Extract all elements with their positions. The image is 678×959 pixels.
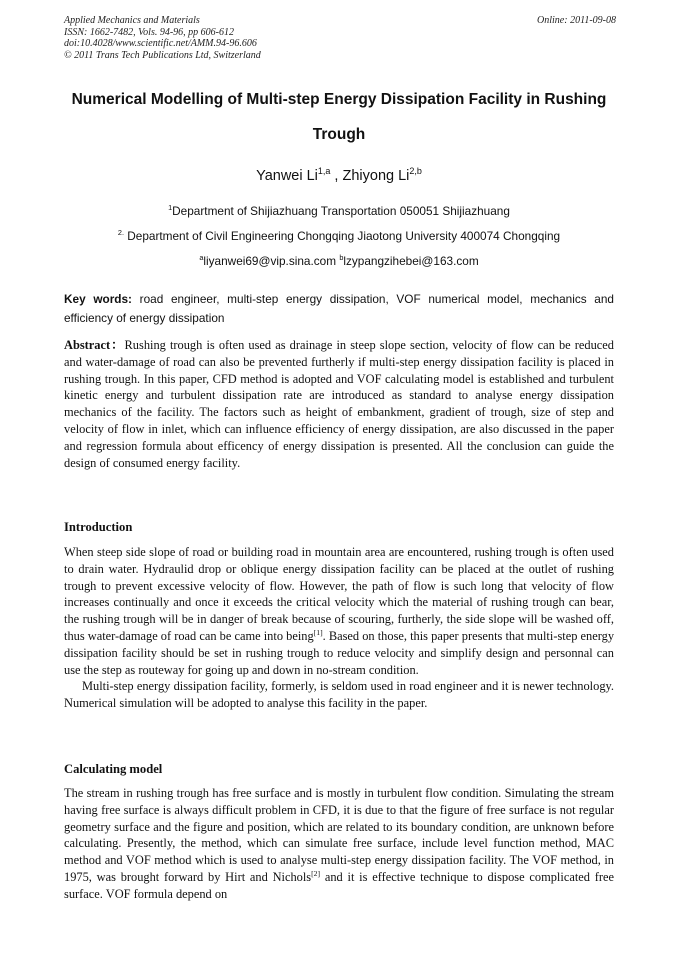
introduction-body: [64, 544, 614, 712]
keywords-label: Key words:: [64, 292, 132, 306]
affiliation-1: [0, 204, 678, 218]
abstract-label: Abstract: [64, 338, 111, 352]
abstract-text: Rushing trough is often used as drainage in steep slope section, velocity of flow can be reduced and water-damage of road can also be prevented furtherly if multi-step energy dissipation facility is placed in rushing trough. In this paper, CFD method is adopted and VOF calculating model is established and turbulent kinetic energy and turbulent dissipation rate are introduced as standard to analyse energy dissipation mechanics of the facility. The factors such as height of embankment, gradient of trough, size of step and velocity of flow in inlet, which can influence efficiency of energy dissipation, are also discussed in the paper and regression formula about efficency of energy dissipation is presented. All the conclusion can guide the design of consumed energy facility.: [64, 338, 615, 470]
calculating-model-body: [64, 785, 614, 903]
affiliation-1-marker: 1: [168, 203, 173, 213]
introduction-paragraph-1: [64, 544, 614, 678]
email-b[interactable]: lzypangzihebei@163.com: [343, 254, 479, 268]
author-1-marker: 1,a: [317, 166, 331, 177]
author-list: [0, 168, 678, 184]
author-2: Zhiyong Li: [342, 168, 410, 184]
paragraph-text: . Based on those, this paper presents that multi-step energy dissipation facility should be set in rushing trough to reduce velocity and simplify design and personnal can use the step as routeway for going up and down in no-stream condition.: [64, 628, 615, 677]
abstract: [64, 337, 614, 471]
affiliation-2-text: Department of Civil Engineering Chongqing Jiaotong University 400074 Chongqing: [123, 229, 561, 243]
author-1: Yanwei Li: [256, 168, 318, 184]
journal-name: Applied Mechanics and Materials: [64, 15, 200, 26]
doi-line: doi:10.4028/www.scientific.net/AMM.94-96.606: [64, 38, 257, 49]
abstract-colon: ：: [110, 338, 125, 352]
citation-1[interactable]: [1]: [313, 627, 323, 637]
author-2-marker: 2,b: [409, 166, 422, 177]
email-b-marker: b: [339, 253, 344, 263]
affiliation-2: [0, 229, 678, 243]
email-a[interactable]: liyanwei69@vip.sina.com: [203, 254, 337, 268]
paper-title-line-2: Trough: [312, 126, 366, 143]
email-line: [0, 254, 678, 268]
paragraph-text: The stream in rushing trough has free surface and is mostly in turbulent flow condition. Simulating the stream having free surface is always difficult problem in CFD, it is due to that the figure of free surface is not regular geometry surface and the figure and position, which are related to its boundary condition, are unknown before calculating. Presently, the method, which can simulate free surface, include level function method, MAC method and VOF method which is used to analyse multi-step energy dissipation facility. The VOF method, in 1975, was brought forward by Hirt and Nichols: [64, 786, 614, 884]
introduction-paragraph-2: Multi-step energy dissipation facility, formerly, is seldom used in road engineer and it is newer technology. Numerical simulation will be adopted to analyse this facility in the paper.: [64, 679, 614, 711]
email-a-marker: a: [199, 253, 204, 263]
paper-title-line-1: Numerical Modelling of Multi-step Energy Dissipation Facility in Rushing: [71, 91, 607, 108]
author-separator: ,: [330, 168, 343, 184]
paragraph-text: and it is effective technique to dispose complicated free surface. VOF formula depend on: [64, 869, 614, 901]
online-date: Online: 2011-09-08: [537, 15, 616, 26]
keywords: [64, 290, 614, 327]
affiliation-1-text: Department of Shijiazhuang Transportation 050051 Shijiazhuang: [172, 204, 510, 218]
calculating-model-paragraph-1: [64, 785, 614, 903]
section-heading-calculating-model: Calculating model: [64, 762, 163, 776]
section-heading-introduction: Introduction: [64, 520, 133, 534]
affiliation-2-marker: 2.: [117, 228, 124, 238]
journal-header: [64, 15, 616, 61]
issn-line: ISSN: 1662-7482, Vols. 94-96, pp 606-612: [64, 26, 234, 38]
keywords-text: road engineer, multi-step energy dissipation, VOF numerical model, mechanics and efficiency of energy dissipation: [64, 292, 614, 325]
citation-2[interactable]: [2]: [311, 868, 321, 878]
paragraph-text: When steep side slope of road or building road in mountain area are encountered, rushing trough is often used to drain water. Hydraulid drop or oblique energy dissipation facility can be placed at the outlet of rushing trough to prevent excessive velocity of flow. However, the path of flow is such long that velocity of flow increases continually and once it exceeds the critical velocity which the material of rushing trough can bear, the rushing trough will be in danger of break because of scouring, furtherly, the side slope will be washed off, thus water-damage of road can be came into being: [64, 545, 614, 643]
copyright-line: © 2011 Trans Tech Publications Ltd, Switzerland: [64, 49, 261, 61]
